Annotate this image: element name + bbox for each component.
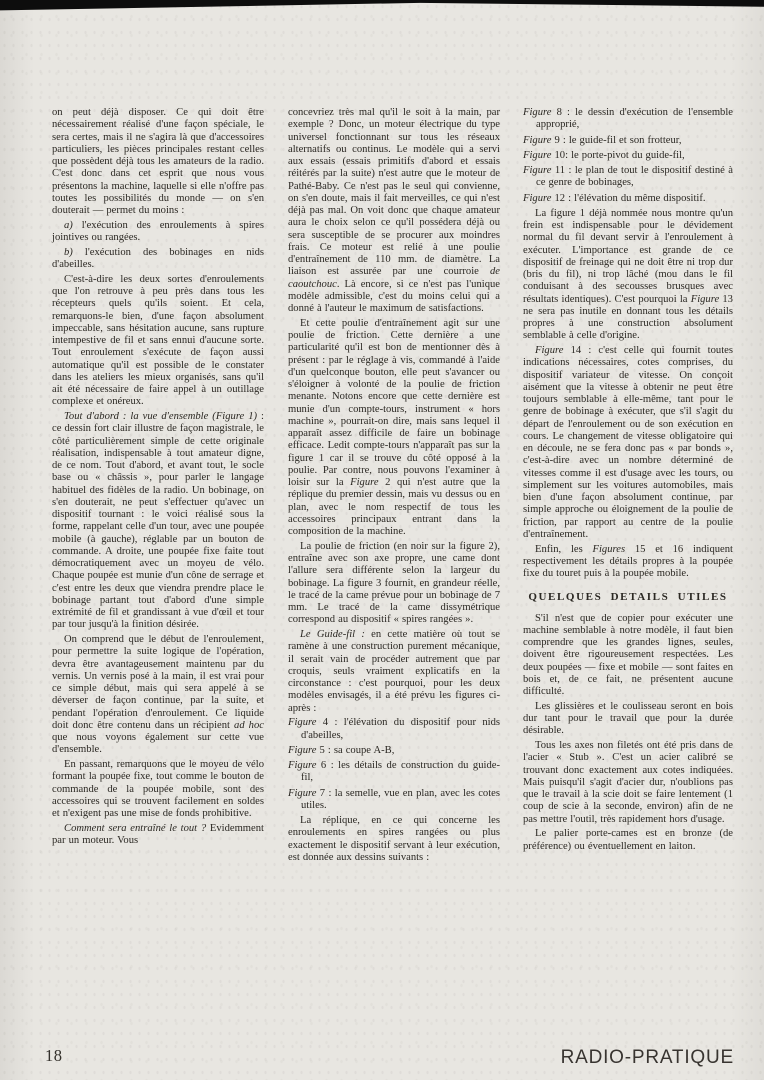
- text-segment: Les glissières et le coulisseau seront en bois dur tant pour le travail que pour la durée désirable.: [523, 700, 733, 737]
- paragraph: [523, 345, 733, 541]
- text-segment: on peut déjà disposer. Ce qui doit être nécessairement réalisé d'une façon spéciale, le sera certes, mais il ne s'agira là que d'accessoires particuliers, les pièces principales restant celles que possèdent déjà tous les amateurs de la radio. C'est donc dans cet esprit que nous vous présentons la machine, laquelle si elle n'offre pas toutes les possibilités du monde — on s'en douterait — permet du moins :: [52, 107, 264, 216]
- italic-text-segment: Figure: [288, 717, 317, 729]
- text-segment: 13 ne sera pas inutile en donnant tous les détails propres à une construction absolument semblable à celle d'origine.: [523, 293, 733, 342]
- italic-text-segment: Figure: [523, 165, 552, 176]
- paragraph: [52, 634, 264, 757]
- text-segment: C'est-à-dire les deux sortes d'enroulements que l'on retrouve à peu près dans tous les récepteurs quels qu'ils soient. Et cela, remarquons-le bien, d'une façon absolument impeccable, sans hésitation aucune, sans rupture intempestive de fil et sans ennui d'aucune sorte. Tout enroulement s'exécute de façon aussi automatique qu'il est possible de le constater dans les ateliers les mieux organisés, sans qu'il ait été nécessaire de faire appel à un outillage complexe et onéreux.: [52, 273, 264, 408]
- text-segment: 9 : le guide-fil et son frotteur,: [551, 134, 682, 146]
- text-segment: que nous voyons également sur cette vue d'ensemble.: [52, 732, 264, 756]
- text-segment: : ce dessin fort clair illustre de façon magistrale, le côté particulièrement simple de cette originale réalisation, indispensable à tout amateur digne, de ce nom. Tout d'abord, et avant tout, le socle base ou « châssis », pour parler le langage habituel des fidèles de la radio. Un bobinage, on s'en douterait, ne peut s'effectuer qu'avec un dispositif tournant : le voici réalisé sous la forme, rappelant celle d'un tour, avec une poupée mobile (à gauche), réglable par un bouton de commande. A droite, une poupée fixe faite tout démocratiquement avec un moyeu de vélo. Chaque poupée est munie d'un cône de serrage et c'est entre les deux que viendra prendre place le bobinage partant tout d'abord d'une simple extrémité de fil et grandissant à vue d'œil et tour par tour jusqu'à la finition désirée.: [52, 411, 264, 631]
- text-segment: Enfin, les: [535, 543, 593, 555]
- text-segment: 5 : sa coupe A-B,: [316, 744, 395, 756]
- text-segment: Evidemment par un moteur. Vous: [52, 822, 264, 846]
- italic-text-segment: b): [64, 246, 85, 258]
- paragraph: [288, 318, 500, 539]
- italic-text-segment: Figure: [288, 787, 317, 799]
- italic-text-segment: Figure: [350, 477, 379, 488]
- text-column-1: [52, 107, 264, 850]
- italic-text-segment: Figure: [288, 744, 317, 756]
- text-column-3: [523, 107, 733, 855]
- text-segment: Tous les axes non filetés ont été pris dans de l'acier « Stub ». C'est un acier calibré se trouvant donc exactement aux cotes indiquées. Mais puisqu'il s'agit d'acier dur, n'oublions pas que le travail à la scie doit se faire lentement (1 coup de scie à la seconde, environ) afin de ne pas mettre l'outil, très rapidement hors d'usage.: [523, 740, 733, 825]
- paragraph: [523, 544, 733, 581]
- paragraph: [52, 247, 264, 272]
- text-segment: La poulie de friction (en noir sur la figure 2), entraîne avec son axe propre, une came dont l'allure sera différente selon la largeur du bobinage. La figure 3 fournit, en grandeur réelle, le tracé de la came prévue pour un bobinage de 7 mm. Le tracé de la came dissymétrique correspond au dispositif « spires rangées ».: [288, 540, 500, 626]
- text-segment: 15 et 16 indiquent respectivement les détails propres à la poupée fixe du touret puis à la poupée mobile.: [523, 543, 733, 579]
- italic-text-segment: Tout d'abord : la vue d'ensemble (Figure 1): [64, 411, 258, 422]
- text-segment: 10: le porte-pivot du guide-fil,: [551, 149, 685, 161]
- paragraph: [523, 701, 733, 738]
- paragraph: [288, 541, 500, 627]
- figure: [523, 193, 733, 205]
- heading: [523, 591, 733, 603]
- figure: [288, 760, 500, 785]
- text-segment: S'il n'est que de copier pour exécuter une machine semblable à notre modèle, il faut bien comprendre que les grandes lignes, seules, doivent être rigoureusement respectées. Les deux poupées — fixe et mobile — sont faites en bois et, de ce fait, ne présentent aucune difficulté.: [523, 612, 733, 697]
- text-segment: 4 : l'élévation du dispositif pour nids d'abeilles,: [301, 717, 500, 741]
- italic-text-segment: de caoutchouc: [288, 266, 500, 290]
- figure: [523, 165, 733, 190]
- figure: [523, 150, 733, 162]
- paragraph: [52, 107, 264, 217]
- paragraph: [52, 759, 264, 820]
- italic-text-segment: Figure: [523, 134, 552, 146]
- italic-text-segment: Figure: [523, 149, 552, 161]
- text-segment: La figure 1 déjà nommée nous montre qu'un frein est indispensable pour le dévidement normal du fil devant servir à l'enroulement à exécuter. L'importance est grande de ce dispositif de freinage qui ne doit être ni trop dur (bris du fil), ni trop lâché (mou dans le fil conduisant à des secousses brusques avec résultats identiques). C'est pourquoi la: [523, 207, 733, 305]
- figure: [288, 745, 500, 757]
- text-segment: concevriez très mal qu'il le soit à la main, par exemple ? Donc, un moteur électrique du type universel fonctionnant sur tous les réseaux alternatifs ou continus. Le modèle qui a servi aux essais (essais primitifs d'abord et essais réitérés par la suite) n'est autre que le moteur de Pathé-Baby. Ce n'est pas le seul qui convienne, on s'en doute, mais il fait merveilles, ce qui n'est déjà pas mal. On voit donc que chaque amateur aura le choix selon ce qu'il possédera déjà ou sera susceptible de se procurer aux moindres frais. Ce moteur est relié à une poulie d'entraînement de 110 mm. de diamètre. La liaison est assurée par une courroie: [288, 107, 500, 278]
- paragraph: [52, 220, 264, 245]
- figure: [288, 788, 500, 813]
- italic-text-segment: ad hoc: [234, 719, 264, 731]
- paragraph: [52, 411, 264, 632]
- page-number: 18: [45, 1046, 63, 1065]
- paragraph: [52, 274, 264, 409]
- text-segment: 8 : le dessin d'exécution de l'ensemble approprié,: [536, 107, 733, 131]
- text-segment: Et cette poulie d'entraînement agit sur une poulie de friction. Cette dernière a une particularité qu'il est bon de mentionner dès à présent : par le réglage à vis, commandé à l'aide d'un quelconque bouton, elle peut s'avancer ou s'éloigner à volonté de la poulie de friction menante. Notons encore que cette dernière est munie d'un compte-tours, instrument « hors machine », pourrait-on dire, mais sans lequel il apparaît assez difficile de faire un bobinage efficace. Ledit compte-tours n'apparaît pas sur la figure 1 car il se trouve du côté opposé à la poulie. Par contre, nous pouvons l'examiner à loisir sur la: [288, 317, 500, 488]
- text-column-2: [288, 107, 500, 867]
- italic-text-segment: Figures: [592, 543, 626, 555]
- italic-text-segment: Figure: [535, 345, 564, 356]
- figure: [523, 107, 733, 132]
- scan-edge-artifact: [0, 0, 764, 13]
- text-segment: QUELQUES DETAILS UTILES: [528, 591, 728, 604]
- text-segment: l'exécution des bobinages en nids d'abeilles.: [52, 246, 264, 270]
- text-segment: 11 : le plan de tout le dispositif destiné à ce genre de bobinages,: [536, 165, 733, 189]
- text-segment: . Là encore, si ce n'est pas l'unique modèle admissible, c'est du moins celui qui a donné à l'auteur le maximum de satisfactions.: [288, 278, 500, 314]
- italic-text-segment: a): [64, 219, 82, 231]
- paragraph: [523, 208, 733, 343]
- magazine-title: RADIO-PRATIQUE: [560, 1047, 734, 1068]
- text-segment: 12 : l'élévation du même dispositif.: [551, 192, 706, 204]
- paragraph: [288, 629, 500, 715]
- figure: [288, 717, 500, 742]
- text-segment: La réplique, en ce qui concerne les enroulements en spires rangées ou plus exactement le dispositif servant à leur exécution, est donnée aux dessins suivants :: [288, 815, 500, 863]
- paragraph: [523, 740, 733, 826]
- italic-text-segment: Figure: [523, 107, 552, 118]
- italic-text-segment: Figure: [690, 293, 720, 305]
- text-segment: en cette matière où tout se ramène à une construction purement mécanique, il serait vain de procéder autrement que par croquis, seuls vraiment explicatifs en la circonstance : c'est pourquoi, pour les deux modèles envisagés, il a été prévu les figures ci-après :: [288, 629, 500, 714]
- text-segment: l'exécution des enroulements à spires jointives ou rangées.: [52, 219, 264, 243]
- paragraph: [523, 828, 733, 853]
- text-segment: 14 : c'est celle qui fournit toutes indications nécessaires, cotes comprises, du dispositif variateur de vitesse. On conçoit aisément que la vitesse à obtenir ne peut être toujours semblable à elle-même, tant pour le genre de bobinage à exécuter, que s'il s'agit du départ de l'enroulement ou de son exécution en cours. Le changement de vitesse obligatoire qui en découle, ne se fera donc pas « par bonds », c'est-à-dire avec un nombre déterminé de vitesses comme il est d'usage avec les tours, ou simplement sur les voitures automobiles, mais bien d'une façon absolument continue, par simple approche ou éloignement de la poulie de friction, par rapport au centre de la poulie d'entraînement.: [523, 345, 733, 540]
- figure: [523, 135, 733, 147]
- paragraph: [288, 107, 500, 315]
- italic-text-segment: Figure: [288, 760, 317, 771]
- italic-text-segment: Comment sera entraîné le tout ?: [64, 822, 207, 834]
- text-segment: On comprend que le début de l'enroulement, pour permettre la suite logique de l'opération, devra être avantageusement maintenu par du vernis. Un vernis posé à la main, il est vrai pour ce simple début, mais qui sera appelé à se déverser de façon continue, par la suite, et pendant l'opération d'enroulement. Ce liquide doit donc être contenu dans un récipient: [52, 634, 264, 731]
- paragraph: [52, 823, 264, 848]
- text-segment: En passant, remarquons que le moyeu de vélo formant la poupée fixe, tout comme le bouton de commande de la poupée mobile, sont des accessoires qui se trouvent facilement en soldes et n'exigent pas une mise de fonds prohibitive.: [52, 759, 264, 819]
- text-segment: Le palier porte-cames est en bronze (de préférence) ou éventuellement en laiton.: [523, 828, 733, 852]
- text-segment: 2 qui n'est autre que la réplique du premier dessin, mais vu dessus ou en plan, avec le nom respectif de tous les accessoires principaux entrant dans la composition de la machine.: [288, 477, 500, 537]
- text-segment: 7 : la semelle, vue en plan, avec les cotes utiles.: [301, 787, 500, 811]
- paragraph: [288, 815, 500, 864]
- paragraph: [523, 613, 733, 699]
- italic-text-segment: Figure: [523, 192, 552, 204]
- italic-text-segment: Le Guide-fil :: [300, 629, 365, 640]
- text-segment: 6 : les détails de construction du guide-fil,: [301, 760, 500, 784]
